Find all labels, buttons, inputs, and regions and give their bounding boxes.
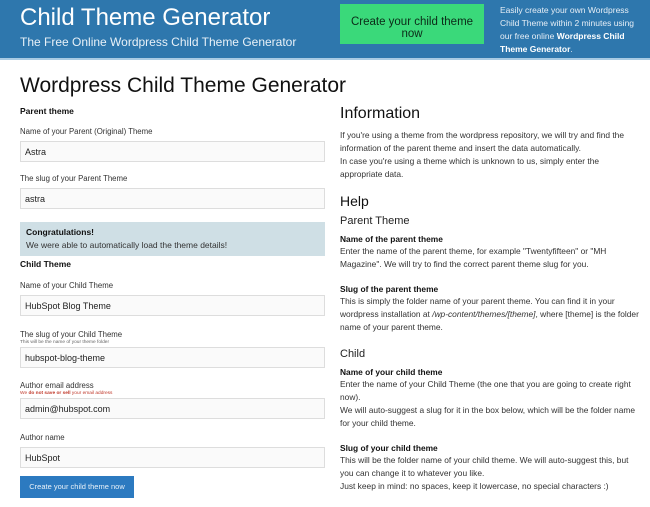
child-slug-input[interactable] — [20, 347, 325, 368]
parent-name-label: Name of your Parent (Original) Theme — [20, 127, 153, 136]
parent-slug-path: /wp-content/themes/[theme] — [432, 309, 536, 319]
email-hint-pre: We — [20, 391, 29, 396]
author-name-input[interactable] — [20, 447, 325, 468]
parent-theme-heading: Parent theme — [20, 106, 74, 116]
site-subtitle: The Free Online Wordpress Child Theme Generator — [20, 35, 297, 49]
information-heading: Information — [340, 105, 421, 122]
help-heading: Help — [340, 193, 369, 209]
generator-form — [20, 74, 347, 498]
info-paragraph-1: If you're using a theme from the wordpress repository, we will try and find the information of the parent theme and insert the data automatically. — [340, 130, 624, 153]
page-title: Wordpress Child Theme Generator — [20, 74, 347, 97]
info-panel — [340, 105, 640, 493]
help-parent-heading: Parent Theme — [340, 215, 410, 227]
create-child-theme-button[interactable]: Create your child theme now — [20, 476, 134, 498]
child-name-help-text-2: We will auto-suggest a slug for it in the box below, which will be the folder name for your child theme. — [340, 405, 635, 428]
create-child-theme-header-button[interactable]: Create your child theme now — [340, 4, 484, 44]
child-name-input[interactable] — [20, 295, 325, 316]
parent-slug-text-post: , where [theme] is the folder name of your parent theme. — [340, 309, 639, 332]
child-slug-help-text-1: This will be the folder name of your child theme. We will auto-suggest this, but you can change it to whatever you like. — [340, 455, 629, 478]
parent-slug-help-title: Slug of the parent theme — [340, 284, 439, 294]
blurb-end: . — [570, 44, 573, 54]
blurb-bold: Wordpress Child Theme Generator — [500, 31, 625, 54]
header-blurb — [500, 4, 645, 56]
email-hint — [20, 391, 325, 396]
child-slug-label: The slug of your Child Theme — [20, 330, 123, 339]
site-header — [0, 0, 650, 60]
parent-name-help-title: Name of the parent theme — [340, 234, 443, 244]
child-slug-hint: This will be the name of your theme folder — [20, 340, 110, 345]
email-hint-post: your email address — [70, 391, 113, 396]
alert-title: Congratulations! — [26, 227, 94, 237]
parent-slug-text-pre: This is simply the folder name of your parent theme. You can find it in your wordpress installation at — [340, 296, 615, 319]
email-hint-bold: do not save or sell — [28, 391, 71, 396]
child-theme-heading: Child Theme — [20, 259, 72, 269]
parent-slug-input[interactable] — [20, 188, 325, 209]
parent-name-input[interactable] — [20, 141, 325, 162]
parent-slug-help-text — [340, 295, 640, 334]
email-input[interactable] — [20, 398, 325, 419]
child-name-help-text-1: Enter the name of your Child Theme (the one that you are going to create right now). — [340, 379, 631, 402]
blurb-text: Easily create your own Wordpress Child Theme within 2 minutes using our free online — [500, 5, 635, 41]
child-name-help-title: Name of your child theme — [340, 367, 443, 377]
site-title[interactable]: Child Theme Generator — [20, 4, 271, 31]
child-slug-help-text-2: Just keep in mind: no spaces, keep it lowercase, no special characters :) — [340, 481, 609, 491]
child-slug-help-title: Slug of your child theme — [340, 443, 438, 453]
parent-slug-label: The slug of your Parent Theme — [20, 174, 128, 183]
success-alert — [20, 222, 325, 256]
author-name-label: Author name — [20, 433, 65, 442]
help-child-heading: Child — [340, 348, 366, 360]
child-name-label: Name of your Child Theme — [20, 281, 114, 290]
info-paragraph-2: In case you're using a theme which is unknown to us, simply enter the appropriate data. — [340, 156, 600, 179]
alert-text: We were able to automatically load the theme details! — [26, 240, 228, 250]
email-label: Author email address — [20, 381, 94, 390]
parent-name-help-text: Enter the name of the parent theme, for example "Twentyfifteen" or "MH Magazine". We will try to find the correct parent theme slug for you. — [340, 246, 607, 269]
